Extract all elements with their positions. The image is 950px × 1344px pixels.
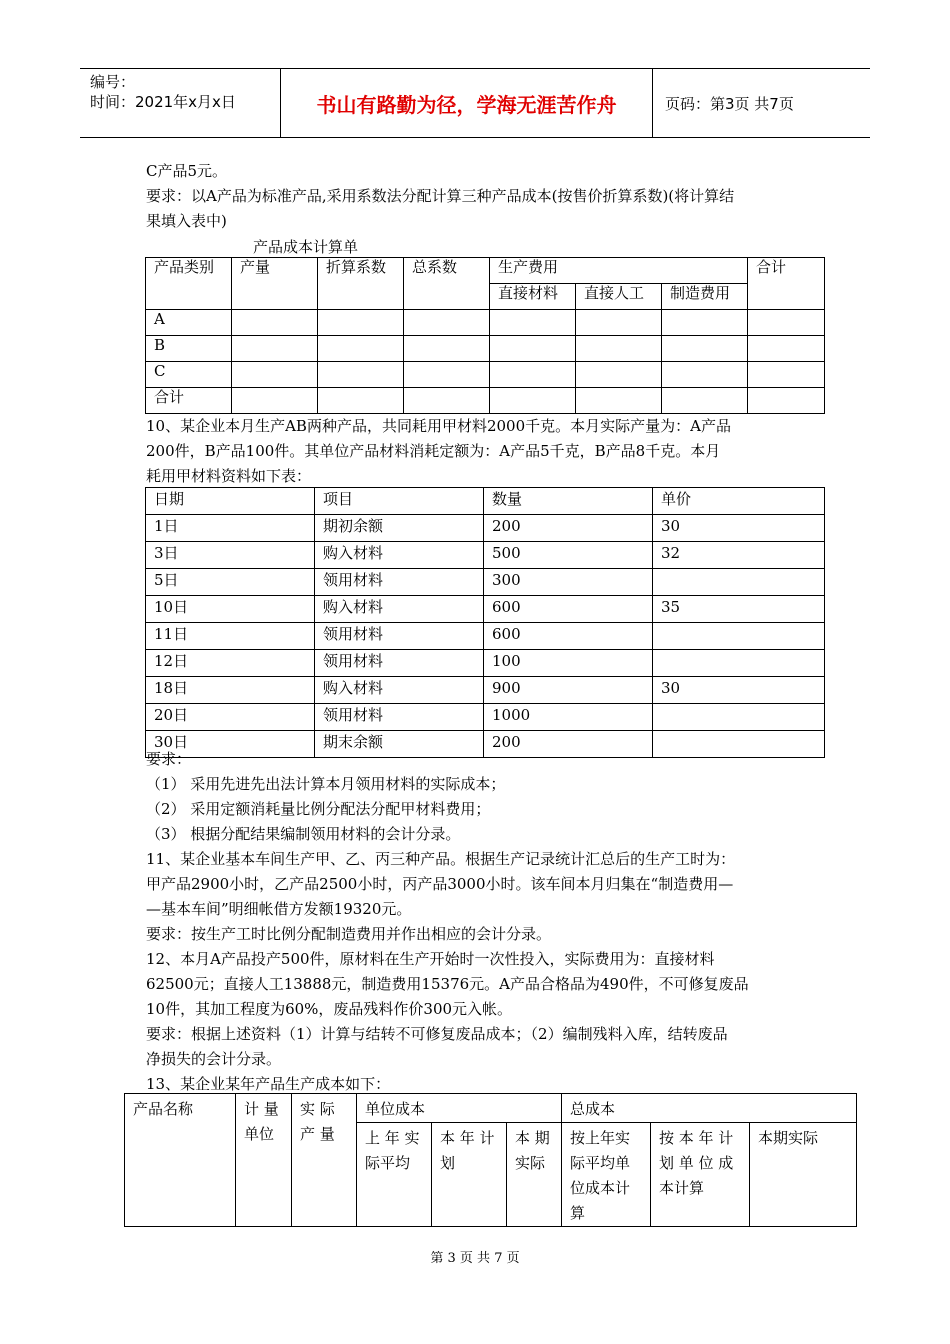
text-line: —基本车间”明细帐借方发额19320元。 [146, 900, 412, 918]
text-line: （2） 采用定额消耗量比例分配法分配甲材料费用； [146, 800, 491, 818]
table-header: 上 年 实 际平均 [357, 1123, 432, 1227]
table-header: 单位成本 [357, 1094, 562, 1123]
table-cell: 5日 [146, 569, 315, 596]
table-row [146, 677, 825, 704]
table-row [146, 650, 825, 677]
table-cell: 1日 [146, 515, 315, 542]
table-cell: 期初余额 [315, 515, 484, 542]
table-header: 产品名称 [125, 1094, 236, 1227]
table-header: 本 年 计 划 [432, 1123, 507, 1227]
material-table [145, 487, 825, 758]
table-cell: 32 [653, 542, 825, 569]
page-footer: 第 3 页 共 7 页 [430, 1251, 520, 1266]
table-cell: 领用材料 [315, 623, 484, 650]
table-cell: 600 [484, 623, 653, 650]
text-line: 甲产品2900小时，乙产品2500小时，丙产品3000小时。该车间本月归集在“制造费用— [146, 875, 734, 893]
text-line: 10、某企业本月生产AB两种产品，共同耗用甲材料2000千克。本月实际产量为：A产品 [146, 417, 731, 435]
table-cell [653, 704, 825, 731]
table-cell: 11日 [146, 623, 315, 650]
table-cell: B [146, 336, 232, 362]
text-line: 11、某企业基本车间生产甲、乙、丙三种产品。根据生产记录统计汇总后的生产工时为： [146, 850, 736, 868]
table-cell: 30 [653, 515, 825, 542]
table-cell: 合计 [146, 388, 232, 414]
table-row [146, 569, 825, 596]
table-cell: 12日 [146, 650, 315, 677]
table-cell [653, 650, 825, 677]
table-header: 总成本 [562, 1094, 857, 1123]
table-header: 计 量 单位 [236, 1094, 292, 1227]
time-label: 时间：2021年x月x日 [90, 93, 236, 111]
table-cell: 100 [484, 650, 653, 677]
table-cell: 20日 [146, 704, 315, 731]
text-line: 10件，其加工程度为60%，废品残料作价300元入帐。 [146, 1000, 513, 1018]
table-header: 日期 [146, 488, 315, 515]
text-line: 净损失的会计分录。 [146, 1050, 282, 1068]
table-cell: 领用材料 [315, 650, 484, 677]
table-cell: C [146, 362, 232, 388]
table-row [146, 515, 825, 542]
table-cell: 购入材料 [315, 596, 484, 623]
table-cell: 购入材料 [315, 677, 484, 704]
table-cell: 期末余额 [315, 731, 484, 758]
table-header: 折算系数 [318, 258, 404, 310]
table-header: 本期实际 [750, 1123, 857, 1227]
table-header: 按上年实际平均单位成本计算 [562, 1123, 651, 1227]
table-row [146, 362, 825, 388]
table-header: 本 期 实际 [507, 1123, 562, 1227]
text-line: 要求：以A产品为标准产品,采用系数法分配计算三种产品成本(按售价折算系数)(将计算结 [146, 187, 735, 205]
table-caption: 产品成本计算单 [253, 238, 359, 256]
header-motto: 书山有路勤为径，学海无涯苦作舟 [281, 69, 653, 137]
table-cell: 500 [484, 542, 653, 569]
table-header: 生产费用 [490, 258, 748, 284]
product-cost-table [124, 1093, 857, 1227]
text-line: 要求： [146, 750, 192, 768]
table-cell: 900 [484, 677, 653, 704]
table-cell: 领用材料 [315, 704, 484, 731]
table-cell [653, 623, 825, 650]
table-row [146, 336, 825, 362]
table-row [146, 704, 825, 731]
table-row [146, 731, 825, 758]
cost-calculation-table [145, 257, 825, 414]
table-cell: A [146, 310, 232, 336]
text-line: （3） 根据分配结果编制领用材料的会计分录。 [146, 825, 461, 843]
table-row [146, 542, 825, 569]
table-cell: 200 [484, 515, 653, 542]
text-line: C产品5元。 [146, 162, 228, 180]
table-header: 按 本 年 计 划 单 位 成 本计算 [651, 1123, 750, 1227]
table-row [146, 596, 825, 623]
table-row [146, 623, 825, 650]
number-label: 编号： [90, 73, 136, 91]
table-cell: 30 [653, 677, 825, 704]
table-header: 产品类别 [146, 258, 232, 310]
table-cell: 600 [484, 596, 653, 623]
table-cell [653, 569, 825, 596]
text-line: 要求：按生产工时比例分配制造费用并作出相应的会计分录。 [146, 925, 552, 943]
text-line: 12、本月A产品投产500件，原材料在生产开始时一次性投入，实际费用为：直接材料 [146, 950, 715, 968]
header-meta [80, 69, 281, 137]
table-header: 总系数 [404, 258, 490, 310]
text-line: 62500元；直接人工13888元，制造费用15376元。A产品合格品为490件，不可修复废品 [146, 975, 749, 993]
table-header: 制造费用 [662, 284, 748, 310]
text-line: 耗用甲材料资料如下表： [146, 467, 312, 485]
table-cell: 1000 [484, 704, 653, 731]
text-line: 200件，B产品100件。其单位产品材料消耗定额为：A产品5千克，B产品8千克。本月 [146, 442, 721, 460]
table-header: 产量 [232, 258, 318, 310]
table-cell: 35 [653, 596, 825, 623]
table-header: 合计 [748, 258, 825, 310]
header-page-info: 页码：第3页 共7页 [665, 94, 794, 113]
table-cell: 10日 [146, 596, 315, 623]
table-cell: 领用材料 [315, 569, 484, 596]
table-row [146, 310, 825, 336]
text-line: （1） 采用先进先出法计算本月领用材料的实际成本； [146, 775, 506, 793]
table-header: 直接材料 [490, 284, 576, 310]
table-header: 实 际 产 量 [292, 1094, 357, 1227]
table-cell: 18日 [146, 677, 315, 704]
table-cell [653, 731, 825, 758]
table-cell: 200 [484, 731, 653, 758]
text-line: 13、某企业某年产品生产成本如下： [146, 1075, 391, 1093]
page-header [80, 68, 870, 138]
table-cell: 3日 [146, 542, 315, 569]
text-line: 果填入表中) [146, 212, 227, 230]
text-line: 要求：根据上述资料（1）计算与结转不可修复废品成本；（2）编制残料入库，结转废品 [146, 1025, 728, 1043]
table-header: 数量 [484, 488, 653, 515]
table-cell: 300 [484, 569, 653, 596]
table-cell: 购入材料 [315, 542, 484, 569]
table-row [146, 388, 825, 414]
table-header: 项目 [315, 488, 484, 515]
table-cell: 30日 [146, 731, 315, 758]
table-header: 直接人工 [576, 284, 662, 310]
table-header: 单价 [653, 488, 825, 515]
